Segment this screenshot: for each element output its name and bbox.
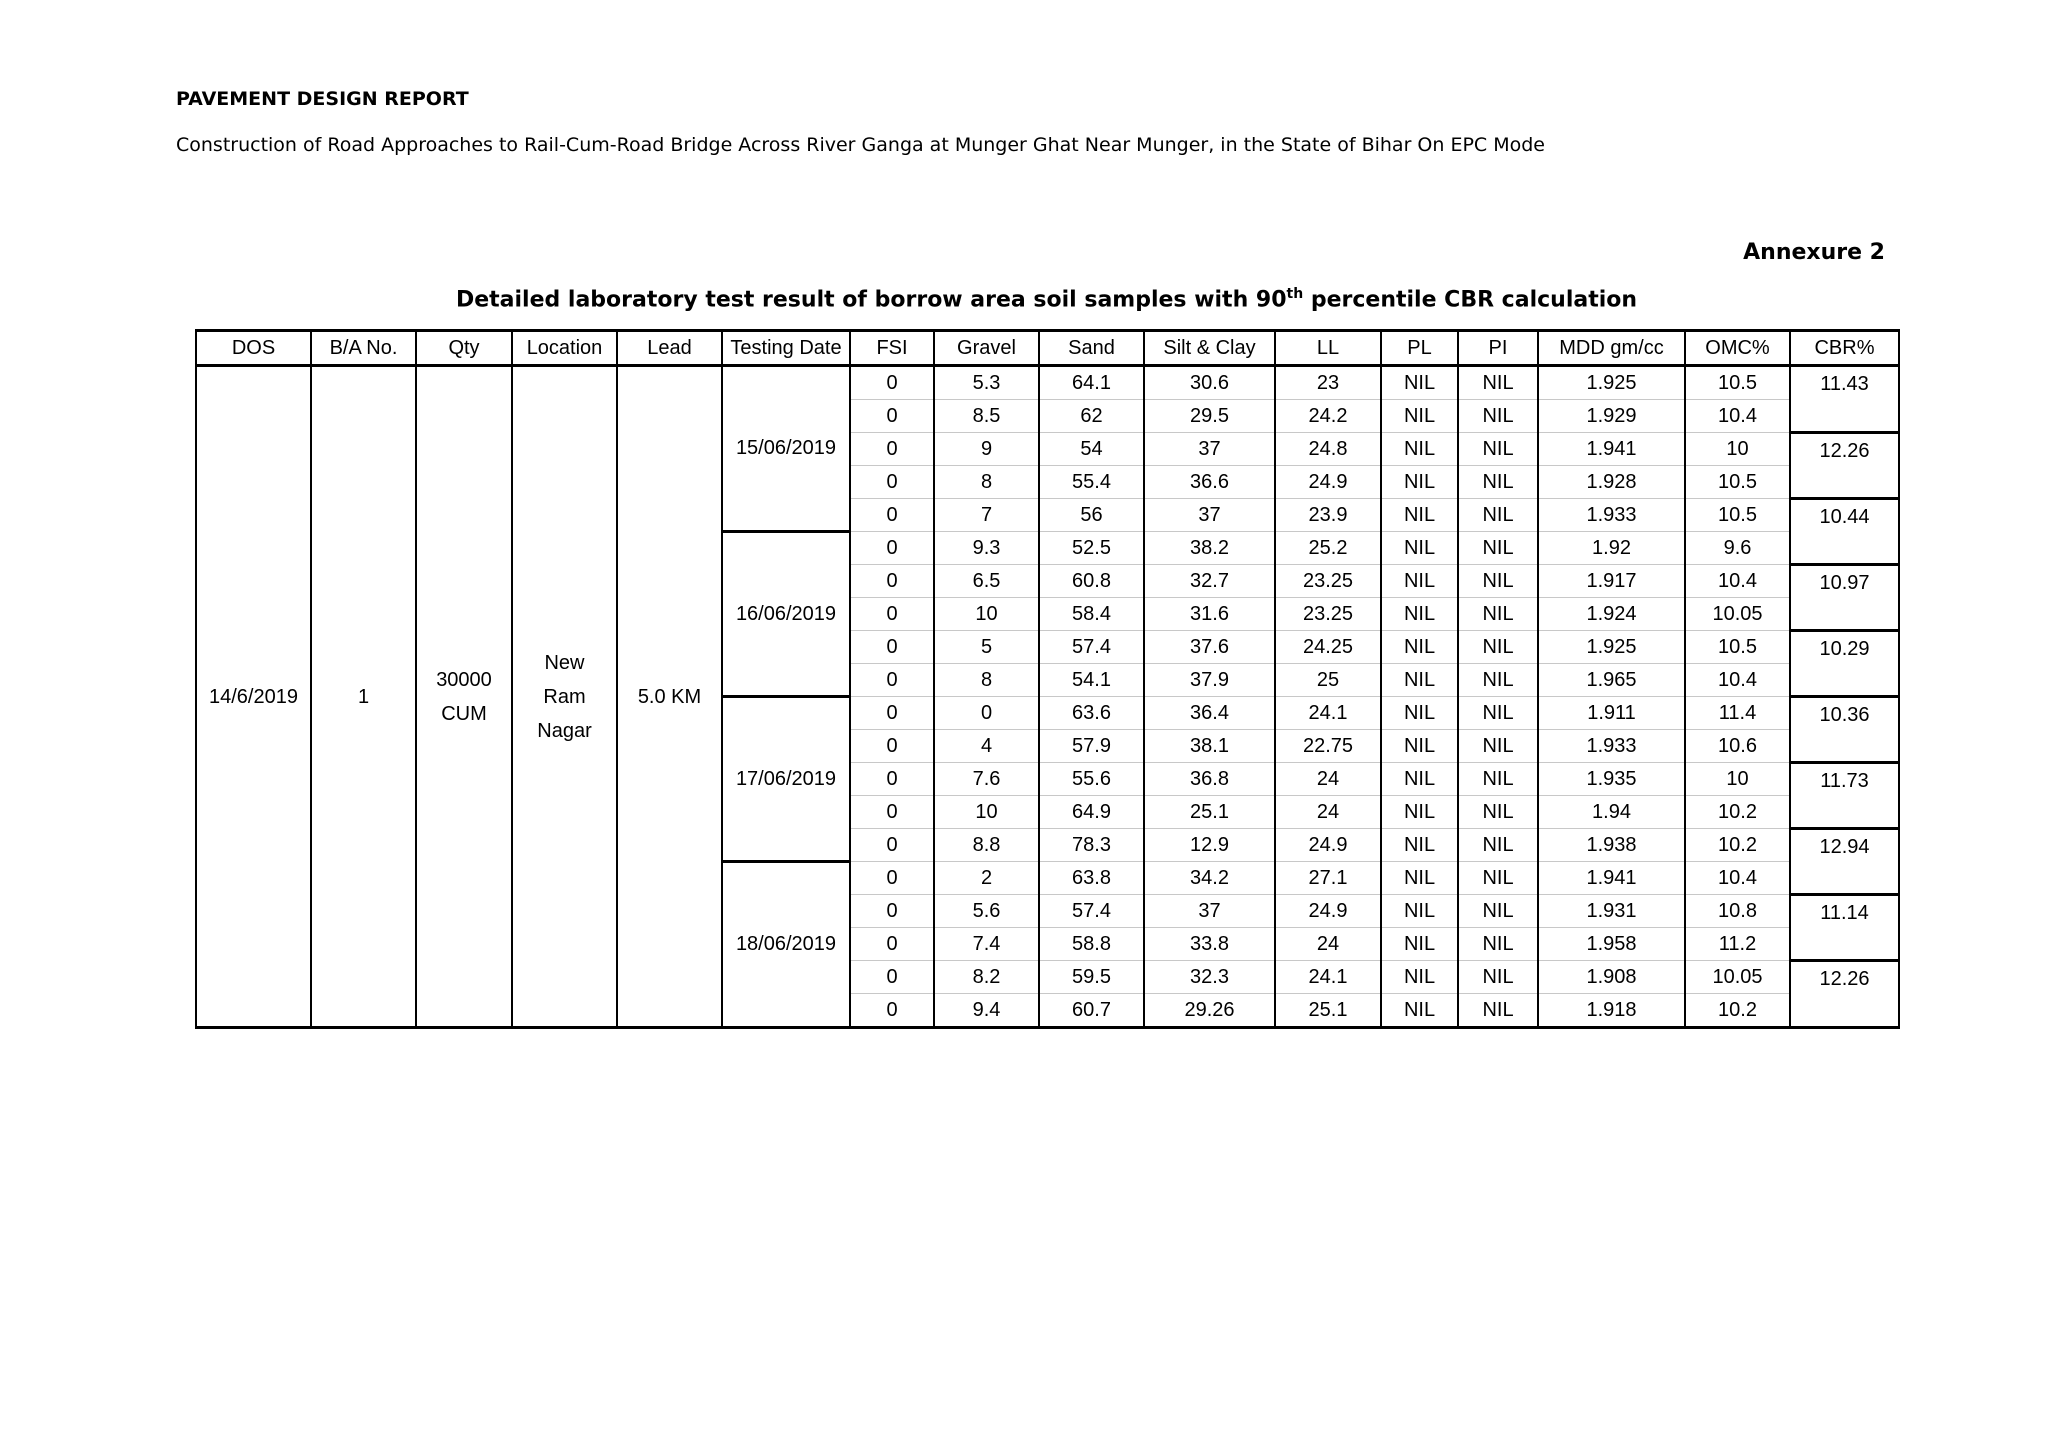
- pi-cell: NIL: [1458, 763, 1538, 796]
- mdd-cell: 1.931: [1538, 895, 1685, 928]
- omc-cell: 10.4: [1685, 400, 1790, 433]
- ll-cell: 24.8: [1275, 433, 1381, 466]
- pi-cell: NIL: [1458, 829, 1538, 862]
- annexure-label: Annexure 2: [1743, 240, 1885, 265]
- omc-cell: 10.4: [1685, 862, 1790, 895]
- pi-cell: NIL: [1458, 994, 1538, 1028]
- omc-cell: 11.2: [1685, 928, 1790, 961]
- testing-date-cell: 16/06/2019: [722, 532, 850, 697]
- pi-cell: NIL: [1458, 730, 1538, 763]
- pi-cell: NIL: [1458, 366, 1538, 400]
- silt-clay-cell: 36.4: [1144, 697, 1275, 730]
- mdd-cell: 1.92: [1538, 532, 1685, 565]
- ll-cell: 24.1: [1275, 697, 1381, 730]
- fsi-cell: 0: [850, 862, 934, 895]
- fsi-cell: 0: [850, 928, 934, 961]
- header-row: [196, 331, 1899, 366]
- table-row: [196, 366, 1899, 400]
- cbr-cell: 11.43: [1790, 366, 1899, 433]
- gravel-cell: 7.4: [934, 928, 1039, 961]
- mdd-cell: 1.941: [1538, 862, 1685, 895]
- omc-cell: 10.5: [1685, 631, 1790, 664]
- location-cell: [512, 366, 617, 1028]
- omc-cell: 10.05: [1685, 598, 1790, 631]
- pi-cell: NIL: [1458, 928, 1538, 961]
- ll-cell: 23.25: [1275, 565, 1381, 598]
- sand-cell: 59.5: [1039, 961, 1144, 994]
- lead-cell: 5.0 KM: [617, 366, 722, 1028]
- ll-cell: 24: [1275, 796, 1381, 829]
- silt-clay-cell: 25.1: [1144, 796, 1275, 829]
- fsi-cell: 0: [850, 730, 934, 763]
- mdd-cell: 1.917: [1538, 565, 1685, 598]
- ll-cell: 24: [1275, 763, 1381, 796]
- sand-cell: 57.4: [1039, 895, 1144, 928]
- ll-cell: 24.25: [1275, 631, 1381, 664]
- pi-cell: NIL: [1458, 796, 1538, 829]
- omc-cell: 10: [1685, 763, 1790, 796]
- omc-cell: 9.6: [1685, 532, 1790, 565]
- pl-cell: NIL: [1381, 697, 1458, 730]
- sand-cell: 57.9: [1039, 730, 1144, 763]
- fsi-cell: 0: [850, 631, 934, 664]
- mdd-cell: 1.935: [1538, 763, 1685, 796]
- pi-cell: NIL: [1458, 499, 1538, 532]
- fsi-cell: 0: [850, 664, 934, 697]
- ll-cell: 25.1: [1275, 994, 1381, 1028]
- ll-cell: 24: [1275, 928, 1381, 961]
- pi-cell: NIL: [1458, 532, 1538, 565]
- omc-cell: 10: [1685, 433, 1790, 466]
- column-header: DOS: [196, 331, 311, 366]
- gravel-cell: 0: [934, 697, 1039, 730]
- pl-cell: NIL: [1381, 664, 1458, 697]
- sand-cell: 63.6: [1039, 697, 1144, 730]
- sand-cell: 55.6: [1039, 763, 1144, 796]
- gravel-cell: 5: [934, 631, 1039, 664]
- table-title-main: Detailed laboratory test result of borrow area soil samples with 90: [455, 287, 1287, 313]
- location-line: Ram: [543, 685, 586, 708]
- pi-cell: NIL: [1458, 598, 1538, 631]
- silt-clay-cell: 37: [1144, 499, 1275, 532]
- sand-cell: 64.1: [1039, 366, 1144, 400]
- sand-cell: 58.8: [1039, 928, 1144, 961]
- fsi-cell: 0: [850, 829, 934, 862]
- silt-clay-cell: 31.6: [1144, 598, 1275, 631]
- cbr-cell: 10.29: [1790, 631, 1899, 697]
- sand-cell: 62: [1039, 400, 1144, 433]
- ba-no-cell: 1: [311, 366, 416, 1028]
- sand-cell: 63.8: [1039, 862, 1144, 895]
- gravel-cell: 6.5: [934, 565, 1039, 598]
- silt-clay-cell: 36.6: [1144, 466, 1275, 499]
- gravel-cell: 5.6: [934, 895, 1039, 928]
- ll-cell: 24.9: [1275, 895, 1381, 928]
- column-header: FSI: [850, 331, 934, 366]
- mdd-cell: 1.941: [1538, 433, 1685, 466]
- pl-cell: NIL: [1381, 466, 1458, 499]
- omc-cell: 10.5: [1685, 366, 1790, 400]
- pl-cell: NIL: [1381, 829, 1458, 862]
- pl-cell: NIL: [1381, 433, 1458, 466]
- pi-cell: NIL: [1458, 961, 1538, 994]
- omc-cell: 10.8: [1685, 895, 1790, 928]
- testing-date-cell: 15/06/2019: [722, 366, 850, 532]
- pi-cell: NIL: [1458, 466, 1538, 499]
- fsi-cell: 0: [850, 895, 934, 928]
- fsi-cell: 0: [850, 994, 934, 1028]
- dos-cell: 14/6/2019: [196, 366, 311, 1028]
- omc-cell: 10.4: [1685, 664, 1790, 697]
- sand-cell: 64.9: [1039, 796, 1144, 829]
- column-header: B/A No.: [311, 331, 416, 366]
- silt-clay-cell: 37: [1144, 433, 1275, 466]
- pl-cell: NIL: [1381, 928, 1458, 961]
- silt-clay-cell: 33.8: [1144, 928, 1275, 961]
- table-title-end: percentile CBR calculation: [1303, 287, 1638, 313]
- column-header: CBR%: [1790, 331, 1899, 366]
- ll-cell: 24.2: [1275, 400, 1381, 433]
- mdd-cell: 1.918: [1538, 994, 1685, 1028]
- cbr-cell: 11.73: [1790, 763, 1899, 829]
- gravel-cell: 8.5: [934, 400, 1039, 433]
- column-header: MDD gm/cc: [1538, 331, 1685, 366]
- location-line: New: [544, 651, 585, 674]
- gravel-cell: 10: [934, 796, 1039, 829]
- fsi-cell: 0: [850, 366, 934, 400]
- omc-cell: 10.05: [1685, 961, 1790, 994]
- gravel-cell: 10: [934, 598, 1039, 631]
- fsi-cell: 0: [850, 697, 934, 730]
- column-header: Qty: [416, 331, 512, 366]
- ll-cell: 25.2: [1275, 532, 1381, 565]
- qty-cell: [416, 366, 512, 1028]
- mdd-cell: 1.938: [1538, 829, 1685, 862]
- ll-cell: 24.1: [1275, 961, 1381, 994]
- table-title: [196, 286, 1897, 312]
- ll-cell: 24.9: [1275, 466, 1381, 499]
- pl-cell: NIL: [1381, 796, 1458, 829]
- mdd-cell: 1.965: [1538, 664, 1685, 697]
- silt-clay-cell: 32.7: [1144, 565, 1275, 598]
- column-header: Gravel: [934, 331, 1039, 366]
- silt-clay-cell: 38.2: [1144, 532, 1275, 565]
- fsi-cell: 0: [850, 763, 934, 796]
- gravel-cell: 4: [934, 730, 1039, 763]
- ll-cell: 25: [1275, 664, 1381, 697]
- sand-cell: 78.3: [1039, 829, 1144, 862]
- pl-cell: NIL: [1381, 532, 1458, 565]
- pl-cell: NIL: [1381, 730, 1458, 763]
- pl-cell: NIL: [1381, 895, 1458, 928]
- pl-cell: NIL: [1381, 763, 1458, 796]
- gravel-cell: 8: [934, 664, 1039, 697]
- pi-cell: NIL: [1458, 862, 1538, 895]
- silt-clay-cell: 29.26: [1144, 994, 1275, 1028]
- fsi-cell: 0: [850, 961, 934, 994]
- column-header: LL: [1275, 331, 1381, 366]
- omc-cell: 10.2: [1685, 994, 1790, 1028]
- sand-cell: 56: [1039, 499, 1144, 532]
- sand-cell: 54.1: [1039, 664, 1144, 697]
- gravel-cell: 7: [934, 499, 1039, 532]
- ll-cell: 27.1: [1275, 862, 1381, 895]
- lab-results-table: [195, 329, 1900, 1029]
- gravel-cell: 8.2: [934, 961, 1039, 994]
- cbr-cell: 10.44: [1790, 499, 1899, 565]
- mdd-cell: 1.958: [1538, 928, 1685, 961]
- testing-date-cell: 17/06/2019: [722, 697, 850, 862]
- cbr-cell: 12.26: [1790, 433, 1899, 499]
- silt-clay-cell: 38.1: [1144, 730, 1275, 763]
- omc-cell: 10.6: [1685, 730, 1790, 763]
- mdd-cell: 1.933: [1538, 730, 1685, 763]
- qty-unit: CUM: [441, 702, 487, 725]
- pi-cell: NIL: [1458, 697, 1538, 730]
- pl-cell: NIL: [1381, 366, 1458, 400]
- omc-cell: 10.2: [1685, 796, 1790, 829]
- mdd-cell: 1.925: [1538, 631, 1685, 664]
- fsi-cell: 0: [850, 466, 934, 499]
- sand-cell: 54: [1039, 433, 1144, 466]
- pi-cell: NIL: [1458, 433, 1538, 466]
- omc-cell: 10.2: [1685, 829, 1790, 862]
- ll-cell: 22.75: [1275, 730, 1381, 763]
- report-subtitle: Construction of Road Approaches to Rail-Cum-Road Bridge Across River Ganga at Munger Ghat Near Munger, in the State of Bihar On EPC Mode: [176, 134, 1545, 156]
- mdd-cell: 1.908: [1538, 961, 1685, 994]
- sand-cell: 52.5: [1039, 532, 1144, 565]
- mdd-cell: 1.933: [1538, 499, 1685, 532]
- gravel-cell: 9.3: [934, 532, 1039, 565]
- mdd-cell: 1.929: [1538, 400, 1685, 433]
- pl-cell: NIL: [1381, 631, 1458, 664]
- pl-cell: NIL: [1381, 499, 1458, 532]
- sand-cell: 57.4: [1039, 631, 1144, 664]
- cbr-cell: 10.97: [1790, 565, 1899, 631]
- column-header: Location: [512, 331, 617, 366]
- fsi-cell: 0: [850, 433, 934, 466]
- ll-cell: 24.9: [1275, 829, 1381, 862]
- pl-cell: NIL: [1381, 994, 1458, 1028]
- sand-cell: 58.4: [1039, 598, 1144, 631]
- pl-cell: NIL: [1381, 862, 1458, 895]
- ll-cell: 23: [1275, 366, 1381, 400]
- column-header: PL: [1381, 331, 1458, 366]
- silt-clay-cell: 36.8: [1144, 763, 1275, 796]
- column-header: Testing Date: [722, 331, 850, 366]
- cbr-cell: 10.36: [1790, 697, 1899, 763]
- fsi-cell: 0: [850, 565, 934, 598]
- pl-cell: NIL: [1381, 400, 1458, 433]
- omc-cell: 10.5: [1685, 466, 1790, 499]
- cbr-cell: 12.94: [1790, 829, 1899, 895]
- sand-cell: 55.4: [1039, 466, 1144, 499]
- column-header: Lead: [617, 331, 722, 366]
- sand-cell: 60.8: [1039, 565, 1144, 598]
- silt-clay-cell: 37: [1144, 895, 1275, 928]
- gravel-cell: 2: [934, 862, 1039, 895]
- mdd-cell: 1.911: [1538, 697, 1685, 730]
- column-header: Sand: [1039, 331, 1144, 366]
- silt-clay-cell: 32.3: [1144, 961, 1275, 994]
- column-header: PI: [1458, 331, 1538, 366]
- qty-value: 30000: [436, 668, 492, 691]
- fsi-cell: 0: [850, 598, 934, 631]
- silt-clay-cell: 37.6: [1144, 631, 1275, 664]
- pi-cell: NIL: [1458, 895, 1538, 928]
- silt-clay-cell: 37.9: [1144, 664, 1275, 697]
- fsi-cell: 0: [850, 400, 934, 433]
- pl-cell: NIL: [1381, 598, 1458, 631]
- mdd-cell: 1.925: [1538, 366, 1685, 400]
- column-header: OMC%: [1685, 331, 1790, 366]
- cbr-cell: 12.26: [1790, 961, 1899, 1028]
- testing-date-cell: 18/06/2019: [722, 862, 850, 1028]
- sand-cell: 60.7: [1039, 994, 1144, 1028]
- silt-clay-cell: 30.6: [1144, 366, 1275, 400]
- table-title-superscript: th: [1286, 286, 1304, 302]
- gravel-cell: 9.4: [934, 994, 1039, 1028]
- cbr-cell: 11.14: [1790, 895, 1899, 961]
- gravel-cell: 8: [934, 466, 1039, 499]
- gravel-cell: 8.8: [934, 829, 1039, 862]
- omc-cell: 11.4: [1685, 697, 1790, 730]
- gravel-cell: 7.6: [934, 763, 1039, 796]
- report-title: PAVEMENT DESIGN REPORT: [176, 88, 469, 110]
- location-line: Nagar: [537, 719, 592, 742]
- fsi-cell: 0: [850, 796, 934, 829]
- omc-cell: 10.4: [1685, 565, 1790, 598]
- silt-clay-cell: 29.5: [1144, 400, 1275, 433]
- mdd-cell: 1.928: [1538, 466, 1685, 499]
- gravel-cell: 5.3: [934, 366, 1039, 400]
- pi-cell: NIL: [1458, 565, 1538, 598]
- silt-clay-cell: 34.2: [1144, 862, 1275, 895]
- ll-cell: 23.25: [1275, 598, 1381, 631]
- fsi-cell: 0: [850, 499, 934, 532]
- fsi-cell: 0: [850, 532, 934, 565]
- column-header: Silt & Clay: [1144, 331, 1275, 366]
- omc-cell: 10.5: [1685, 499, 1790, 532]
- pi-cell: NIL: [1458, 400, 1538, 433]
- pl-cell: NIL: [1381, 961, 1458, 994]
- ll-cell: 23.9: [1275, 499, 1381, 532]
- pi-cell: NIL: [1458, 664, 1538, 697]
- mdd-cell: 1.924: [1538, 598, 1685, 631]
- pl-cell: NIL: [1381, 565, 1458, 598]
- silt-clay-cell: 12.9: [1144, 829, 1275, 862]
- pi-cell: NIL: [1458, 631, 1538, 664]
- gravel-cell: 9: [934, 433, 1039, 466]
- mdd-cell: 1.94: [1538, 796, 1685, 829]
